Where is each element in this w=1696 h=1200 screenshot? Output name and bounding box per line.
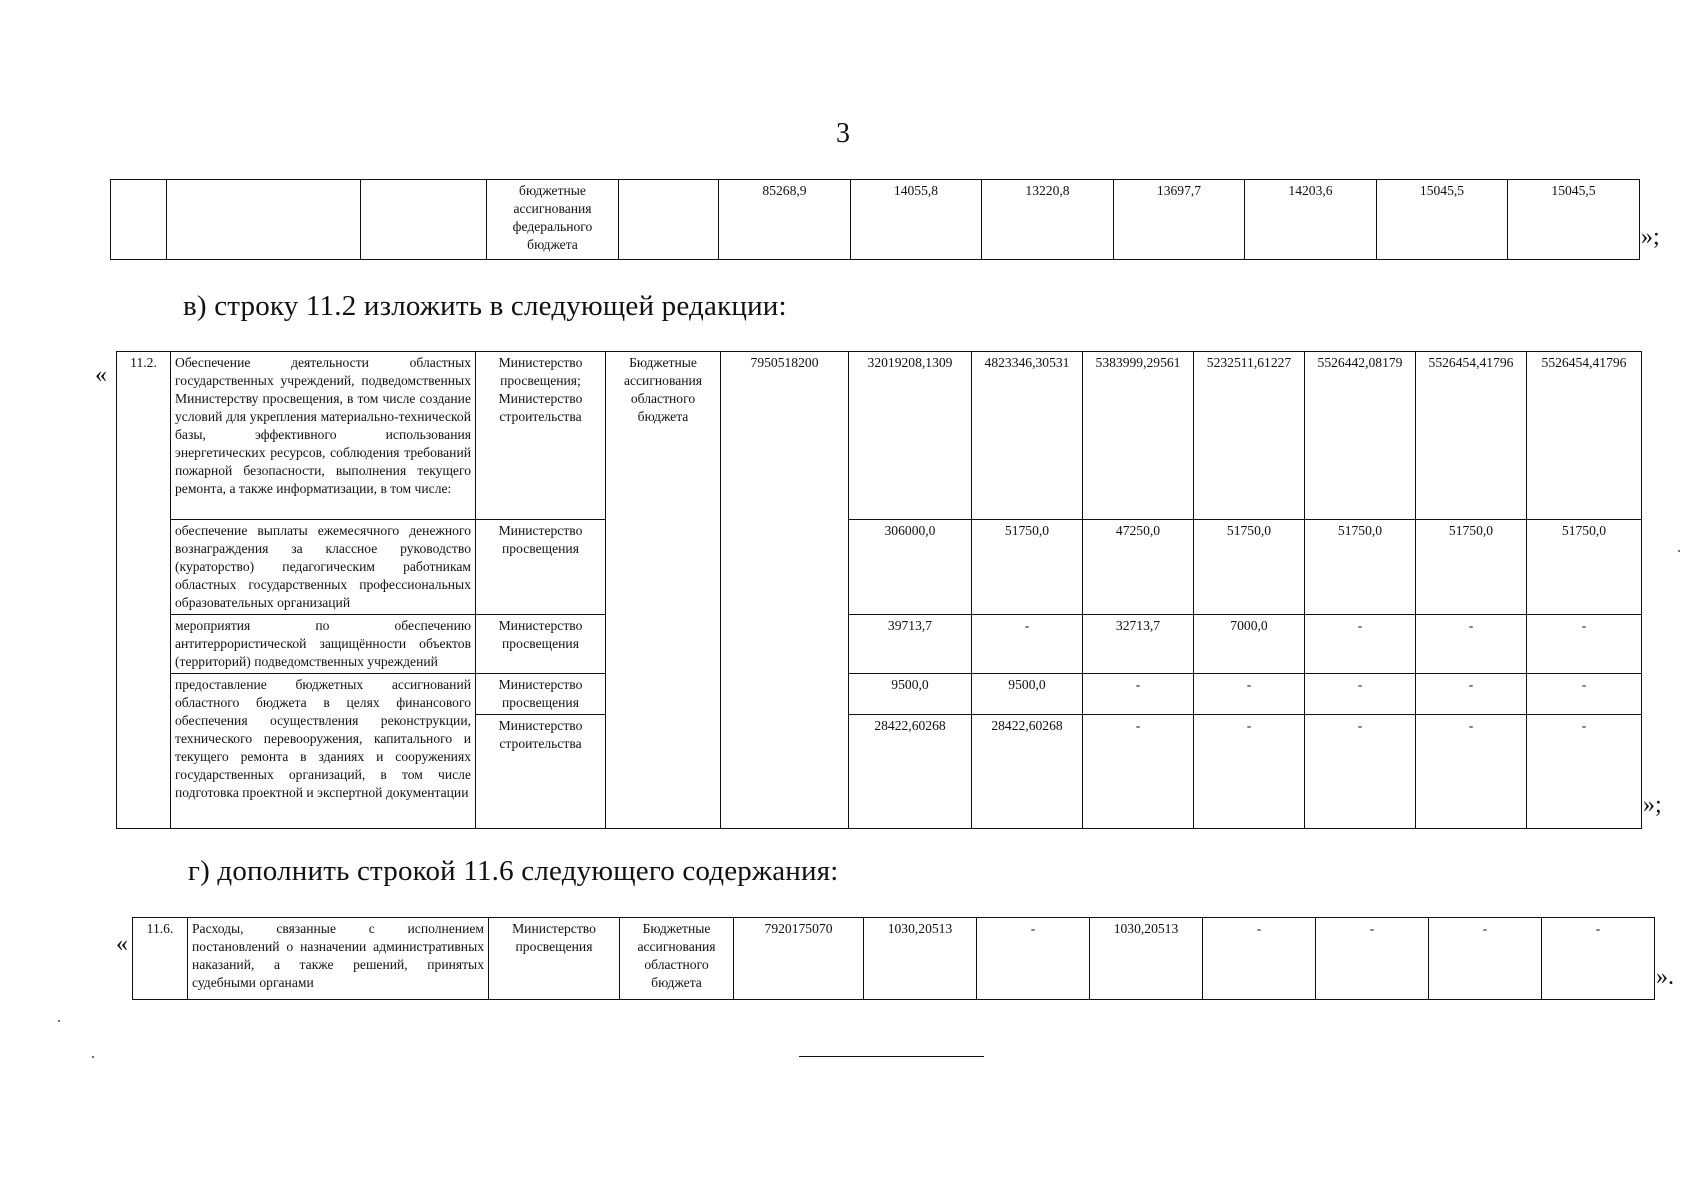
row-name: предоставление бюджетных ассигнований областного бюджета в целях финансового обеспечения осуществления реконструкции, технического перевооружения, капитального и текущего ремонта в зданиях и сооружениях государственных организаций, в том числе подготовка проектной и экспертной документации: [171, 674, 476, 829]
row-name: мероприятия по обеспечению антитеррористической защищённости объектов (территорий) подведомственных учреждений: [171, 615, 476, 674]
row-name: Обеспечение деятельности областных государственных учреждений, подведомственных Министерству просвещения, в том числе создание условий для укрепления материально-технической базы, эффективного использования энергетических ресурсов, соблюдения требований пожарной безопасности, выполнения текущего ремонта, а также информатизации, в том числе:: [171, 352, 476, 520]
value-cell: 5383999,29561: [1083, 352, 1194, 520]
value-cell: 47250,0: [1083, 520, 1194, 615]
value-cell: 28422,60268: [849, 715, 972, 829]
value-cell: -: [1194, 674, 1305, 715]
table-row-11-2: [116, 351, 1642, 829]
value-cell: 4823346,30531: [972, 352, 1083, 520]
value-cell: 13220,8: [982, 180, 1114, 260]
value-cell: 9500,0: [849, 674, 972, 715]
value-cell: -: [1527, 715, 1642, 829]
value-cell: 51750,0: [1194, 520, 1305, 615]
empty-cell: [619, 180, 719, 260]
closing-quote: »;: [1641, 224, 1660, 250]
value-cell: 5526454,41796: [1416, 352, 1527, 520]
closing-quote: »;: [1643, 792, 1662, 818]
empty-cell: [111, 180, 167, 260]
row-code: 7950518200: [721, 352, 849, 829]
value-cell: -: [1305, 715, 1416, 829]
row-executor: Министерство просвещения: [476, 674, 606, 715]
row-code: 7920175070: [734, 918, 864, 1000]
value-cell: -: [1429, 918, 1542, 1000]
value-cell: -: [1305, 615, 1416, 674]
value-cell: 15045,5: [1377, 180, 1508, 260]
scan-speck: [92, 1056, 94, 1058]
row-executor: Министерство просвещения: [476, 520, 606, 615]
value-cell: 51750,0: [972, 520, 1083, 615]
row-source: Бюджетные ассигнования областного бюджета: [620, 918, 734, 1000]
page-number: 3: [836, 118, 850, 149]
value-cell: 85268,9: [719, 180, 851, 260]
value-cell: 1030,20513: [1090, 918, 1203, 1000]
row-executor: Министерство строительства: [476, 715, 606, 829]
value-cell: 51750,0: [1416, 520, 1527, 615]
value-cell: 5526454,41796: [1527, 352, 1642, 520]
value-cell: -: [1416, 674, 1527, 715]
value-cell: 32713,7: [1083, 615, 1194, 674]
row-source: Бюджетные ассигнования областного бюджета: [606, 352, 721, 829]
value-cell: -: [1416, 715, 1527, 829]
value-cell: 1030,20513: [864, 918, 977, 1000]
section-heading-v: в) строку 11.2 изложить в следующей редакции:: [183, 290, 787, 322]
value-cell: -: [1527, 615, 1642, 674]
table-top: [110, 179, 1640, 260]
table-row-11-6: [132, 917, 1655, 1000]
row-number: 11.6.: [133, 918, 188, 1000]
value-cell: 14203,6: [1245, 180, 1377, 260]
value-cell: 14055,8: [851, 180, 982, 260]
value-cell: -: [977, 918, 1090, 1000]
value-cell: 5526442,08179: [1305, 352, 1416, 520]
closing-quote: ».: [1656, 964, 1674, 990]
value-cell: -: [1527, 674, 1642, 715]
row-executor: Министерство просвещения: [489, 918, 620, 1000]
value-cell: -: [1305, 674, 1416, 715]
value-cell: 32019208,1309: [849, 352, 972, 520]
value-cell: 5232511,61227: [1194, 352, 1305, 520]
value-cell: 306000,0: [849, 520, 972, 615]
value-cell: 51750,0: [1305, 520, 1416, 615]
opening-quote: «: [116, 931, 128, 957]
row-name: Расходы, связанные с исполнением постановлений о назначении административных наказаний, а также решений, принятых судебными органами: [188, 918, 489, 1000]
value-cell: -: [972, 615, 1083, 674]
source-cell: бюджетные ассигнования федерального бюджета: [487, 180, 619, 260]
opening-quote: «: [95, 362, 107, 388]
row-executor: Министерство просвещения: [476, 615, 606, 674]
value-cell: -: [1083, 674, 1194, 715]
row-number: 11.2.: [117, 352, 171, 829]
value-cell: 15045,5: [1508, 180, 1640, 260]
value-cell: 51750,0: [1527, 520, 1642, 615]
value-cell: -: [1194, 715, 1305, 829]
value-cell: 9500,0: [972, 674, 1083, 715]
row-name: обеспечение выплаты ежемесячного денежного вознаграждения за классное руководство (кураторство) педагогическим работникам областных государственных профессиональных образовательных организаций: [171, 520, 476, 615]
scan-speck: [58, 1020, 60, 1022]
value-cell: -: [1416, 615, 1527, 674]
empty-cell: [361, 180, 487, 260]
value-cell: -: [1316, 918, 1429, 1000]
end-rule: [799, 1056, 984, 1057]
row-executor: Министерство просвещения; Министерство строительства: [476, 352, 606, 520]
empty-cell: [167, 180, 361, 260]
value-cell: 28422,60268: [972, 715, 1083, 829]
value-cell: 13697,7: [1114, 180, 1245, 260]
value-cell: -: [1203, 918, 1316, 1000]
section-heading-g: г) дополнить строкой 11.6 следующего содержания:: [188, 855, 839, 887]
value-cell: -: [1083, 715, 1194, 829]
value-cell: 39713,7: [849, 615, 972, 674]
value-cell: 7000,0: [1194, 615, 1305, 674]
scan-speck: [1678, 550, 1680, 552]
value-cell: -: [1542, 918, 1655, 1000]
